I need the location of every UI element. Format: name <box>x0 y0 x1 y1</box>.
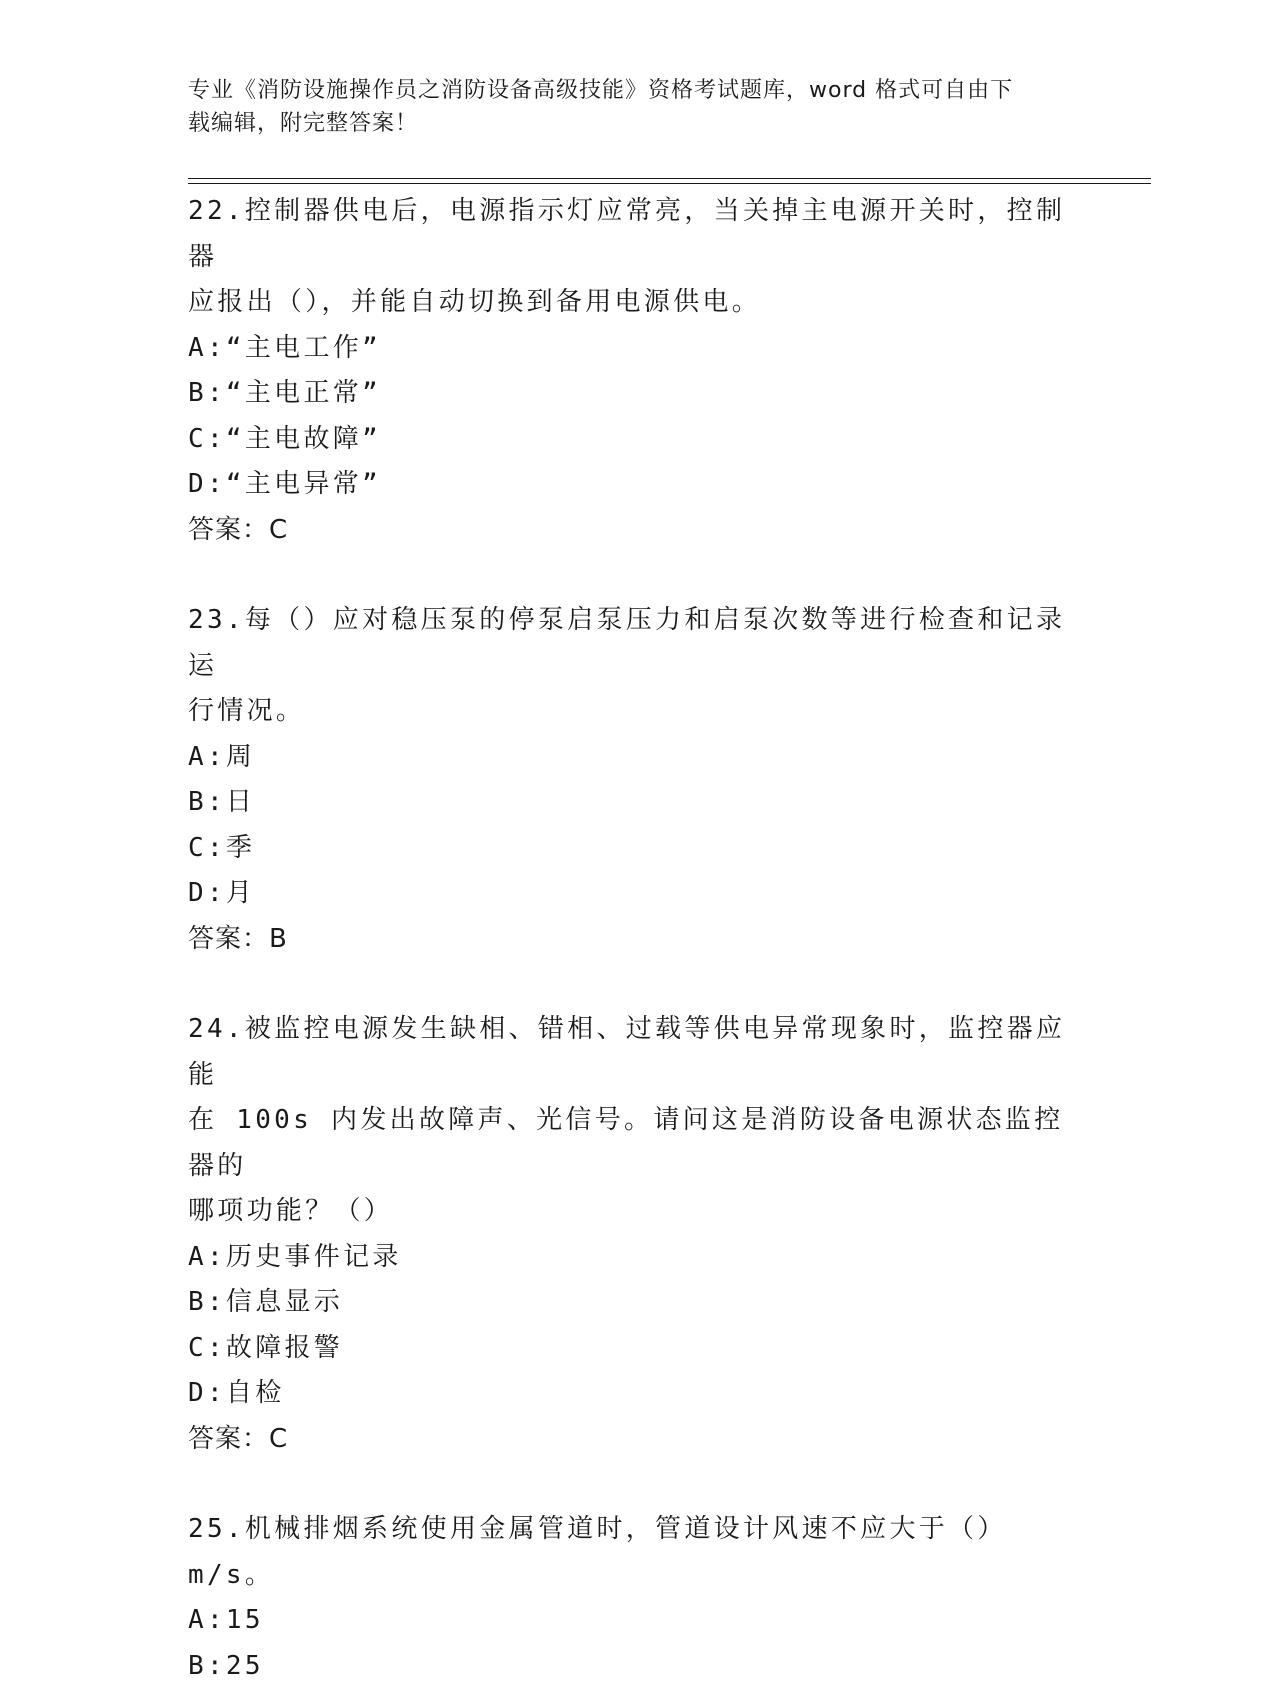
option-d: D:月 <box>188 871 1088 917</box>
option-d: D:“主电异常” <box>188 462 1088 508</box>
answer: 答案：C <box>188 508 1088 554</box>
option-b: B:“主电正常” <box>188 371 1088 417</box>
question-list <box>188 189 1088 1689</box>
answer: 答案：B <box>188 917 1088 963</box>
option-a: A:周 <box>188 735 1088 781</box>
document-header <box>188 74 1088 140</box>
question-spacer <box>188 962 1088 1007</box>
question-stem-line: 23.每（）应对稳压泵的停泵启泵压力和启泵次数等进行检查和记录运 <box>188 598 1088 689</box>
question-stem-line: 哪项功能？（） <box>188 1189 1088 1235</box>
option-a: A:历史事件记录 <box>188 1235 1088 1281</box>
question-spacer <box>188 553 1088 598</box>
header-divider-top <box>188 178 1151 179</box>
question-stem-line: 22.控制器供电后，电源指示灯应常亮，当关掉主电源开关时，控制器 <box>188 189 1088 280</box>
answer: 答案：C <box>188 1417 1088 1463</box>
option-c: C:“主电故障” <box>188 417 1088 463</box>
header-line-1: 专业《消防设施操作员之消防设备高级技能》资格考试题库，word 格式可自由下 <box>188 74 1088 107</box>
question-stem-line: 25.机械排烟系统使用金属管道时，管道设计风速不应大于（）m/s。 <box>188 1507 1088 1598</box>
question-stem-line: 在 100s 内发出故障声、光信号。请问这是消防设备电源状态监控器的 <box>188 1098 1088 1189</box>
option-a: A:“主电工作” <box>188 326 1088 372</box>
option-a: A:15 <box>188 1598 1088 1644</box>
question-stem-line: 应报出（），并能自动切换到备用电源供电。 <box>188 280 1088 326</box>
option-b: B:日 <box>188 780 1088 826</box>
header-divider-bottom <box>188 183 1151 184</box>
question-stem-line: 24.被监控电源发生缺相、错相、过载等供电异常现象时，监控器应能 <box>188 1007 1088 1098</box>
question-23 <box>188 598 1088 962</box>
question-stem-line: 行情况。 <box>188 689 1088 735</box>
question-25 <box>188 1507 1088 1689</box>
option-c: C:故障报警 <box>188 1326 1088 1372</box>
question-24 <box>188 1007 1088 1462</box>
option-d: D:自检 <box>188 1371 1088 1417</box>
header-line-2: 载编辑，附完整答案！ <box>188 107 1088 140</box>
question-22 <box>188 189 1088 553</box>
option-c: C:季 <box>188 826 1088 872</box>
option-b: B:25 <box>188 1644 1088 1689</box>
question-spacer <box>188 1462 1088 1507</box>
option-b: B:信息显示 <box>188 1280 1088 1326</box>
